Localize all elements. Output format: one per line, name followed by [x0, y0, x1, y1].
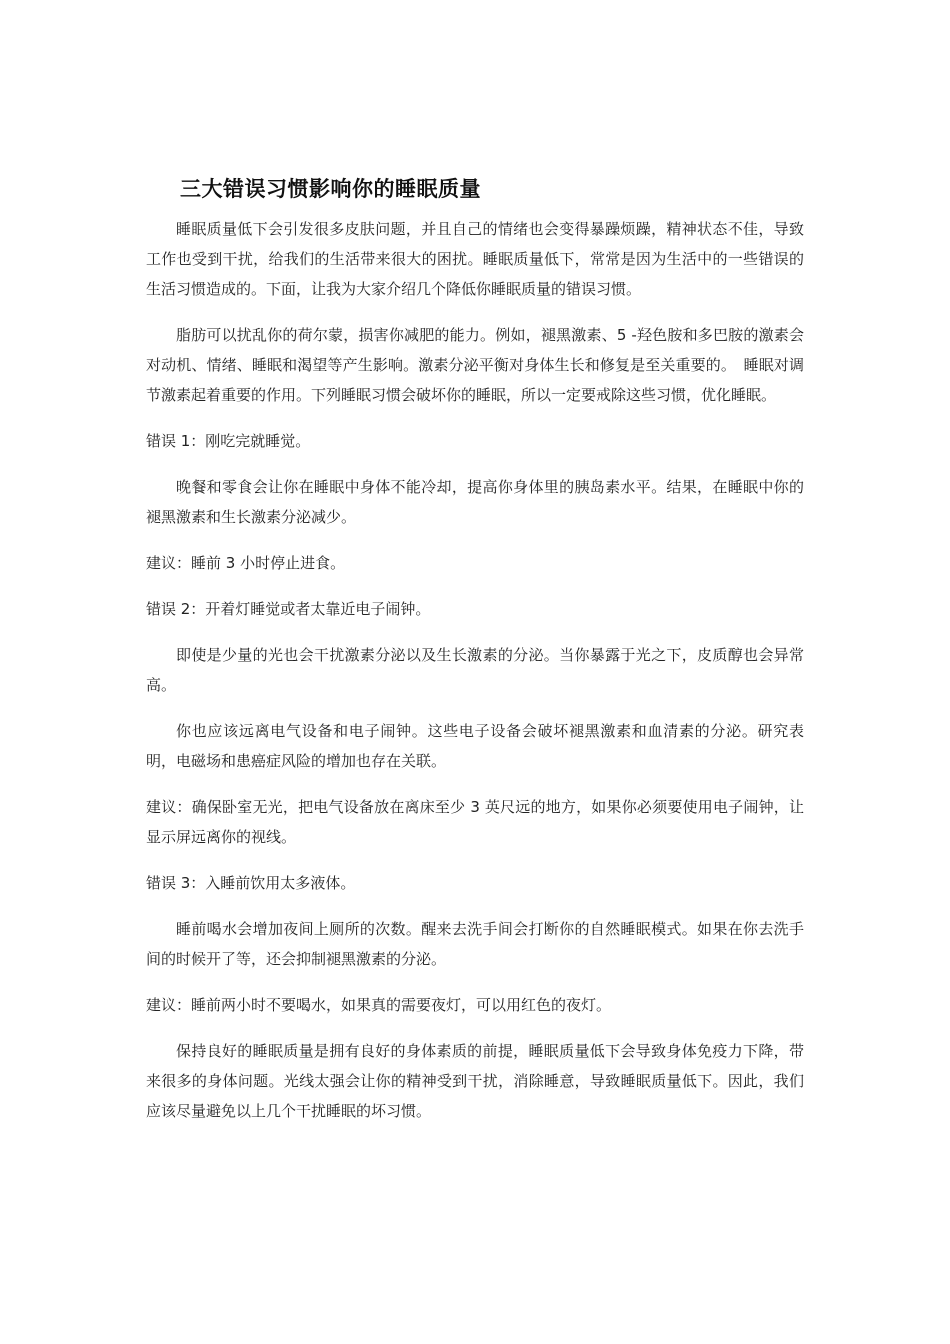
mistake-1-explanation: 晚餐和零食会让你在睡眠中身体不能冷却，提高你身体里的胰岛素水平。结果，在睡眠中你的褪黑激素和生长激素分泌减少。 — [146, 478, 804, 526]
mistake-2-advice: 建议：确保卧室无光，把电气设备放在离床至少 3 英尺远的地方，如果你必须要使用电子闹钟，让显示屏远离你的视线。 — [146, 798, 804, 846]
paragraph-intro: 睡眠质量低下会引发很多皮肤问题，并且自己的情绪也会变得暴躁烦躁，精神状态不佳，导致工作也受到干扰，给我们的生活带来很大的困扰。睡眠质量低下，常常是因为生活中的一些错误的生活习惯造成的。下面，让我为大家介绍几个降低你睡眠质量的错误习惯。 — [146, 220, 804, 298]
mistake-1-advice: 建议：睡前 3 小时停止进食。 — [146, 554, 346, 572]
mistake-3-explanation: 睡前喝水会增加夜间上厕所的次数。醒来去洗手间会打断你的自然睡眠模式。如果在你去洗手间的时候开了等，还会抑制褪黑激素的分泌。 — [146, 920, 804, 968]
article-title: 三大错误习惯影响你的睡眠质量 — [180, 177, 481, 201]
mistake-1-heading: 错误 1：刚吃完就睡觉。 — [146, 432, 311, 450]
mistake-2-explanation: 即使是少量的光也会干扰激素分泌以及生长激素的分泌。当你暴露于光之下，皮质醇也会异常高。 — [146, 646, 804, 694]
paragraph-conclusion: 保持良好的睡眠质量是拥有良好的身体素质的前提，睡眠质量低下会导致身体免疫力下降，带来很多的身体问题。光线太强会让你的精神受到干扰，消除睡意，导致睡眠质量低下。因此，我们应该尽量避免以上几个干扰睡眠的坏习惯。 — [146, 1042, 804, 1120]
paragraph-hormones: 脂肪可以扰乱你的荷尔蒙，损害你减肥的能力。例如，褪黑激素、5 -羟色胺和多巴胺的激素会对动机、情绪、睡眠和渴望等产生影响。激素分泌平衡对身体生长和修复是至关重要的。 睡眠对调节激素起着重要的作用。下列睡眠习惯会破坏你的睡眠，所以一定要戒除这些习惯，优化睡眠。 — [146, 326, 804, 404]
mistake-2-heading: 错误 2：开着灯睡觉或者太靠近电子闹钟。 — [146, 600, 431, 618]
article-body — [146, 214, 804, 1142]
mistake-3-heading: 错误 3：入睡前饮用太多液体。 — [146, 874, 356, 892]
mistake-2-electronics: 你也应该远离电气设备和电子闹钟。这些电子设备会破坏褪黑激素和血清素的分泌。研究表明，电磁场和患癌症风险的增加也存在关联。 — [146, 722, 804, 770]
mistake-3-advice: 建议：睡前两小时不要喝水，如果真的需要夜灯，可以用红色的夜灯。 — [146, 996, 612, 1014]
